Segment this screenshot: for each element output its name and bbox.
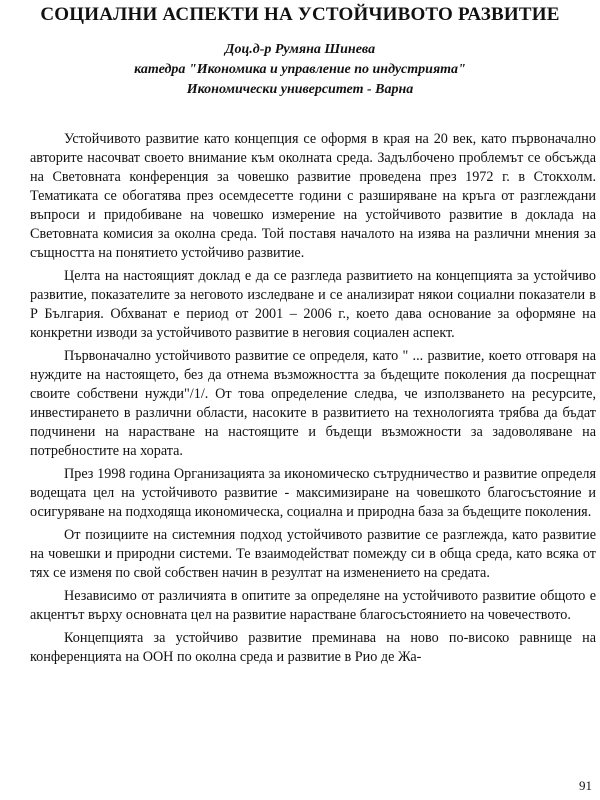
author-name: Доц.д-р Румяна Шинева bbox=[224, 42, 376, 57]
paragraph: Първоначално устойчивото развитие се определя, като " ... развитие, което отговаря на нуждите на настоящето, без да отнема възможността за бъдещите поколения да посрещнат своите собствени нужди"/1/. От това определение следва, че използването на ресурсите, инвестирането в различни области, насоките в развитието на технологията трябва да бъдат подчинени на нарастване на настоящите и бъдещи възможности за задоволяване на потребностите на хората. bbox=[30, 348, 596, 459]
author-university: Икономически университет - Варна bbox=[186, 82, 414, 97]
page-number: 91 bbox=[579, 778, 592, 793]
article-body bbox=[30, 130, 596, 671]
paragraph: Целта на настоящият доклад е да се разгледа развитието на концепцията за устойчиво развитие, показателите за неговото изследване и се анализират някои социални показатели в Р България. Обхванат е период от 2001 – 2006 г., което дава основание за оформяне на конкретни изводи за устойчивото развитие в неговия социален аспект. bbox=[30, 268, 596, 341]
author-department: катедра "Икономика и управление по индустрията" bbox=[134, 62, 466, 77]
paragraph: Устойчивото развитие като концепция се оформя в края на 20 век, като първоначално авторите насочват своето внимание към околната среда. Задълбочено проблемът се обсъжда на Световната конференция за човешко развитие проведена през 1972 г. в Стокхолм. Тематиката се обогатява през осемдесетте години с разширяване на кръга от разглеждани въпроси и придобиване на човешко измерение на устойчивото развитие в доклада на Световната комисия за околна среда. Той поставя началото на изява на различни мнения за същността на понятието устойчиво развитие. bbox=[30, 131, 596, 261]
paragraph: От позициите на системния подход устойчивото развитие се разглежда, като развитие на човешки и природни системи. Те взаимодействат помежду си в обща среда, като всяка от тях се изменя по свой собствен начин в резултат на изменението на средата. bbox=[30, 527, 596, 581]
paragraph: През 1998 година Организацията за икономическо сътрудничество и развитие определя водещата цел на устойчивото развитие - максимизиране на човешкото благосъстояние и осигуряване на подходяща икономическа, социална и природна база за бъдещите поколения. bbox=[30, 466, 596, 520]
paragraph: Независимо от различията в опитите за определяне на устойчивото развитие общото е акцентът върху основната цел на развитие нарастване благосъстоянието на човечеството. bbox=[30, 588, 596, 623]
article-title: СОЦИАЛНИ АСПЕКТИ НА УСТОЙЧИВОТО РАЗВИТИЕ bbox=[40, 4, 560, 25]
paragraph: Концепцията за устойчиво развитие преминава на ново по-високо равнище на конференцията на ООН по околна среда и развитие в Рио де Жа- bbox=[30, 630, 596, 665]
author-block bbox=[0, 40, 600, 100]
